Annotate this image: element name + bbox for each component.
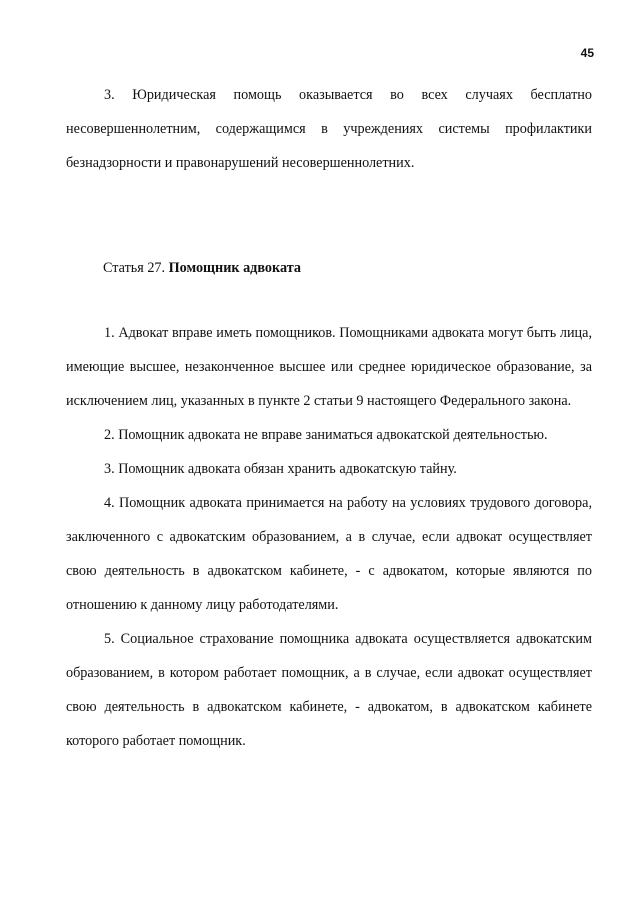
article-body [66, 316, 592, 758]
page-number: 45 [580, 46, 594, 60]
article-heading [103, 251, 301, 285]
article-paragraph-2: 2. Помощник адвоката не вправе заниматься адвокатской деятельностью. [104, 427, 548, 443]
article-paragraph-5: 5. Социальное страхование помощника адвоката осуществляется адвокатским образованием, в котором работает помощник, а в случае, если адвокат осуществляет свою деятельность в адвокатском кабинете, - адвокатом, в адвокатском кабинете которого работает помощник. [66, 631, 592, 749]
article-title: Помощник адвоката [168, 260, 301, 276]
article-paragraph-1: 1. Адвокат вправе иметь помощников. Помощниками адвоката могут быть лица, имеющие высшее, незаконченное высшее или среднее юридическое образование, за исключением лиц, указанных в пункте 2 статьи 9 настоящего Федерального закона. [66, 325, 592, 409]
article-paragraph-4: 4. Помощник адвоката принимается на работу на условиях трудового договора, заключенного с адвокатским образованием, а в случае, если адвокат осуществляет свою деятельность в адвокатском кабинете, - с адвокатом, которые являются по отношению к данному лицу работодателями. [66, 495, 592, 613]
intro-paragraph: 3. Юридическая помощь оказывается во всех случаях бесплатно несовершеннолетним, содержащимся в учреждениях системы профилактики безнадзорности и правонарушений несовершеннолетних. [66, 87, 592, 171]
article-number: Статья 27. [103, 260, 166, 276]
intro-paragraph-block [66, 78, 592, 180]
article-paragraph-3: 3. Помощник адвоката обязан хранить адвокатскую тайну. [104, 461, 457, 477]
